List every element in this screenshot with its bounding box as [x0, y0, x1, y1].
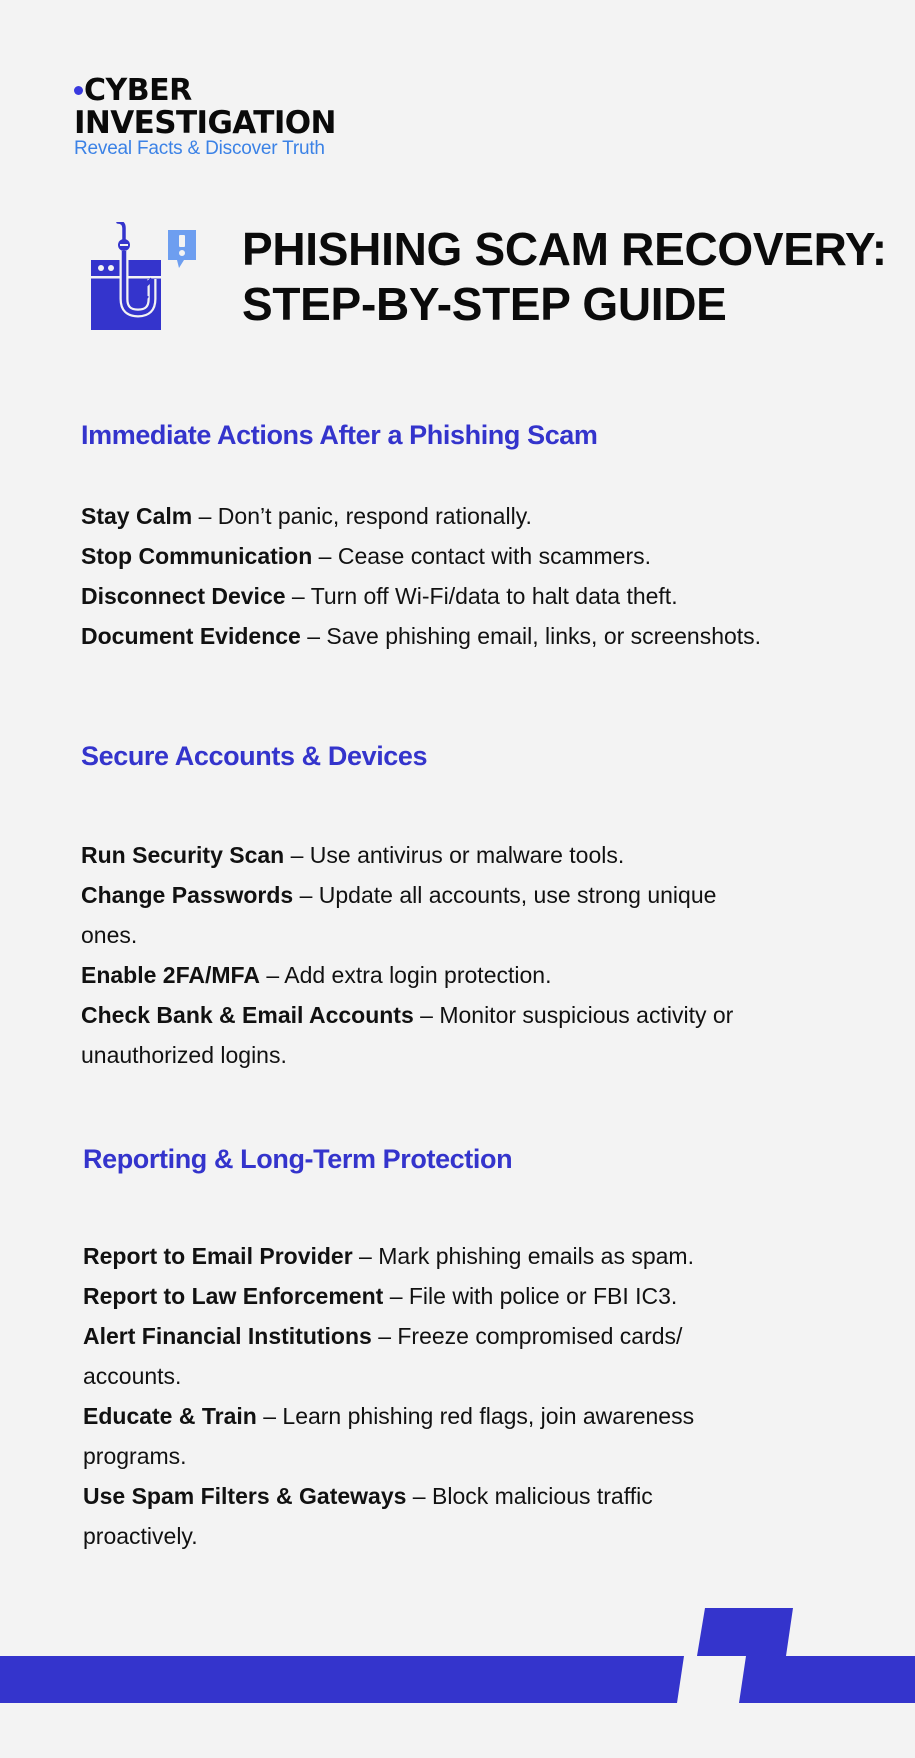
brand-tagline: Reveal Facts & Discover Truth [74, 138, 325, 159]
list-item: Stop Communication – Cease contact with scammers. [81, 543, 652, 569]
brand-logo [74, 73, 336, 160]
list-item: Report to Law Enforcement – File with police or FBI IC3. [83, 1283, 678, 1309]
section-immediate-actions [81, 418, 881, 656]
section-heading: Immediate Actions After a Phishing Scam [81, 420, 598, 450]
logo-dot-icon [74, 86, 83, 95]
list-item: Stay Calm – Don’t panic, respond rationally. [81, 503, 532, 529]
brand-line1: CYBER [84, 73, 192, 108]
list-item: Disconnect Device – Turn off Wi-Fi/data to halt data theft. [81, 583, 678, 609]
section-heading: Reporting & Long-Term Protection [83, 1144, 513, 1174]
list-item: Alert Financial Institutions – Freeze compromised cards/ accounts. [83, 1323, 683, 1389]
list-item: Use Spam Filters & Gateways – Block malicious traffic proactively. [83, 1483, 653, 1549]
list-item: Change Passwords – Update all accounts, use strong unique ones. [81, 882, 717, 948]
brand-line2: INVESTIGATION [74, 105, 336, 141]
list-item: Run Security Scan – Use antivirus or malware tools. [81, 842, 625, 868]
section-secure-accounts [81, 739, 801, 1075]
phishing-hook-icon [88, 222, 198, 342]
section-reporting-protection [83, 1142, 803, 1556]
section-heading: Secure Accounts & Devices [81, 741, 428, 771]
footer-stripe-decoration [0, 1600, 915, 1720]
list-item: Document Evidence – Save phishing email, links, or screenshots. [81, 623, 762, 649]
list-item: Check Bank & Email Accounts – Monitor suspicious activity or unauthorized logins. [81, 1002, 734, 1068]
list-item: Enable 2FA/MFA – Add extra login protection. [81, 962, 552, 988]
page-title: PHISHING SCAM RECOVERY: STEP-BY-STEP GUIDE [242, 223, 887, 330]
list-item: Educate & Train – Learn phishing red flags, join awareness programs. [83, 1403, 695, 1469]
list-item: Report to Email Provider – Mark phishing emails as spam. [83, 1243, 694, 1269]
